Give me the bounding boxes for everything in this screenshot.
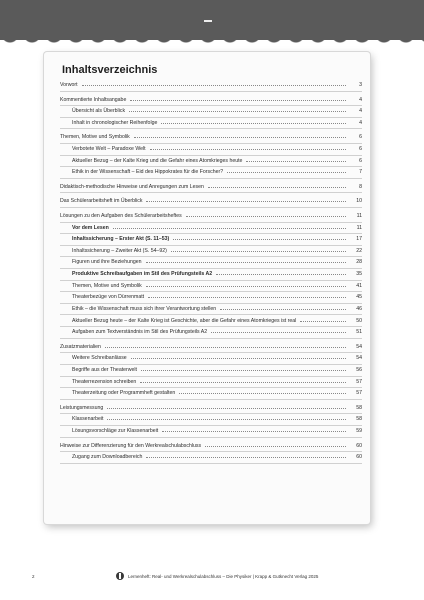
toc-entry [60,182,362,194]
toc-leader-dots [146,196,346,202]
toc-entry-label: Zusatzmaterialien [60,343,101,350]
footer-text: Lernenheft: Real- und Werkrealschulabschluss – Die Physiker | Krapp & Gutknecht Verlag 2025 [128,574,319,579]
toc-entry-page: 45 [356,294,362,301]
toc-entry [60,132,362,144]
toc-entry-page: 28 [356,259,362,266]
toc-entry-label: Aktueller Bezug heute – der Kalte Krieg ist Geschichte, aber die Gefahr eines Atomkrieges ist real [72,318,297,325]
toc-entry [60,327,362,339]
toc-entry [60,377,362,389]
toc-leader-dots [141,365,346,371]
toc-entry [60,118,362,130]
toc-entry-label: Ethik – die Wissenschaft muss sich ihrer Verantwortung stellen [72,305,217,312]
toc-entry-page: 54 [356,343,362,350]
toc-leader-dots [205,441,346,447]
toc-leader-dots [246,156,346,162]
toc-entry-label: Kommentierte Inhaltsangabe [60,96,127,103]
top-mark [204,20,212,22]
toc-leader-dots [150,144,346,150]
toc-leader-dots [171,246,346,252]
toc-entry [60,353,362,365]
toc-leader-dots [146,281,346,287]
toc-entry-label: Ethik in der Wissenschaft – Eid des Hippokrates für die Forscher? [72,169,224,176]
toc-entry-page: 46 [356,305,362,312]
toc-leader-dots [148,292,346,298]
toc-entry-page: 3 [359,82,362,88]
toc-entry [60,156,362,168]
toc-entry-label: Produktive Schreibaufgaben im Stil des Prüfungsteils A2 [72,270,213,277]
toc-entry-page: 17 [356,236,362,243]
toc-entry-label: Inhalt in chronologischer Reihenfolge [72,119,158,126]
toc-entry-page: 50 [356,318,362,325]
toc-leader-dots [82,80,346,86]
toc-entry-label: Lösungen zu den Aufgaben des Schülerarbeitsheftes [60,212,182,219]
toc-leader-dots [130,95,346,101]
toc-entry-label: Das Schülerarbeitsheft im Überblick [60,198,143,205]
toc-entry-page: 4 [359,119,362,126]
toc-leader-dots [227,167,346,173]
page-footer [32,572,392,584]
toc-entry-page: 59 [356,428,362,435]
toc-entry [60,246,362,258]
toc-leader-dots [131,353,346,359]
toc-leader-dots [113,223,346,229]
toc-entry-label: Didaktisch-methodische Hinweise und Anregungen zum Lesen [60,183,204,190]
toc-leader-dots [179,388,346,394]
toc-entry-label: Übersicht als Überblick [72,108,126,115]
toc-entry-page: 57 [356,390,362,397]
toc-entry-page: 4 [359,108,362,115]
toc-leader-dots [208,182,346,188]
toc-entry [60,414,362,426]
toc-leader-dots [300,316,346,322]
toc-entry-label: Figuren und ihre Beziehungen [72,259,142,266]
toc-entry [60,281,362,293]
toc-entry-page: 60 [356,454,362,461]
page-title: Inhaltsverzeichnis [62,64,158,76]
toc-entry-page: 8 [359,183,362,190]
toc-entry-label: Lösungsvorschläge zur Klassenarbeit [72,428,159,435]
toc-leader-dots [220,304,346,310]
toc-entry [60,234,362,246]
toc-leader-dots [107,403,346,409]
toc-leader-dots [162,426,346,432]
toc-leader-dots [146,257,346,263]
toc-entry [60,452,362,464]
toc-entry-page: 22 [356,247,362,254]
toc-entry-label: Theaterbezüge von Dürrenmatt [72,294,145,301]
toc-entry [60,80,362,92]
toc-leader-dots [146,452,346,458]
toc-entry-label: Theaterrezension schreiben [72,378,137,385]
toc-entry-page: 58 [356,404,362,411]
toc-entry-page: 11 [356,212,362,219]
toc-entry-label: Begriffe aus der Theaterwelt [72,367,137,374]
toc-entry-page: 41 [356,282,362,289]
toc-entry-label: Vor dem Lesen [72,224,109,231]
toc-leader-dots [216,269,346,275]
toc-entry [60,257,362,269]
toc-leader-dots [173,234,346,240]
toc-entry-page: 6 [359,157,362,164]
toc-leader-dots [134,132,346,138]
toc-entry [60,315,362,327]
toc-entry-page: 58 [356,416,362,423]
toc-entry-label: Theaterzeitung oder Programmheft gestalten [72,390,176,397]
toc-leader-dots [105,342,346,348]
toc-leader-dots [140,377,346,383]
toc-entry [60,196,362,208]
toc-entry [60,292,362,304]
toc-entry-label: Klassenarbeit [72,416,104,423]
toc-entry-page: 51 [356,329,362,336]
top-decoration-band [0,0,424,40]
toc-entry [60,167,362,179]
toc-leader-dots [186,211,346,217]
toc-entry [60,365,362,377]
toc-entry [60,269,362,281]
toc-entry-page: 60 [356,442,362,449]
toc-entry-label: Inhaltssicherung – Erster Akt (S. 11–53) [72,236,170,243]
toc-leader-dots [107,414,346,420]
toc-entry [60,144,362,156]
toc-entry-label: Leistungsmessung [60,404,104,411]
toc-entry [60,304,362,316]
toc-entry [60,342,362,354]
toc-entry [60,211,362,223]
toc-entry [60,441,362,453]
toc-entry-page: 54 [356,355,362,362]
toc-entry [60,95,362,107]
toc-entry-page: 10 [356,198,362,205]
toc-entry-page: 11 [356,224,362,231]
toc-entry-page: 4 [359,96,362,103]
toc-entry-label: Vorwort [60,82,78,88]
toc-entry [60,426,362,438]
toc-entry-label: Verbotete Welt – Paradoxe Welt [72,145,146,152]
toc-entry-page: 57 [356,378,362,385]
toc-entry [60,403,362,415]
toc-entry-label: Aktueller Bezug – der Kalte Krieg und die Gefahr eines Atomkrieges heute [72,157,243,164]
toc-entry-page: 35 [356,270,362,277]
toc-entry-label: Inhaltssicherung – Zweiter Akt (S. 54–92) [72,247,167,254]
toc-entry [60,388,362,400]
toc-entry-label: Aufgaben zum Textverständnis im Stil des Prüfungsteils A2 [72,329,208,336]
toc-entry-label: Weitere Schreibanlässe [72,355,127,362]
toc-entry-page: 6 [359,145,362,152]
toc-entry [60,106,362,118]
toc-entry-label: Hinweise zur Differenzierung für den Werkrealschulabschluss [60,442,202,449]
table-of-contents [60,80,362,464]
toc-entry-page: 56 [356,367,362,374]
toc-entry-label: Themen, Motive und Symbolik [60,134,130,141]
toc-leader-dots [161,118,346,124]
toc-entry-page: 7 [359,169,362,176]
toc-leader-dots [211,327,346,333]
toc-entry [60,223,362,235]
publisher-logo-icon [116,572,124,580]
toc-entry-page: 6 [359,134,362,141]
toc-entry-label: Themen, Motive und Symbolik [72,282,142,289]
toc-entry-label: Zugang zum Downloadbereich [72,454,143,461]
page-number: 2 [32,574,35,579]
toc-leader-dots [129,106,346,112]
